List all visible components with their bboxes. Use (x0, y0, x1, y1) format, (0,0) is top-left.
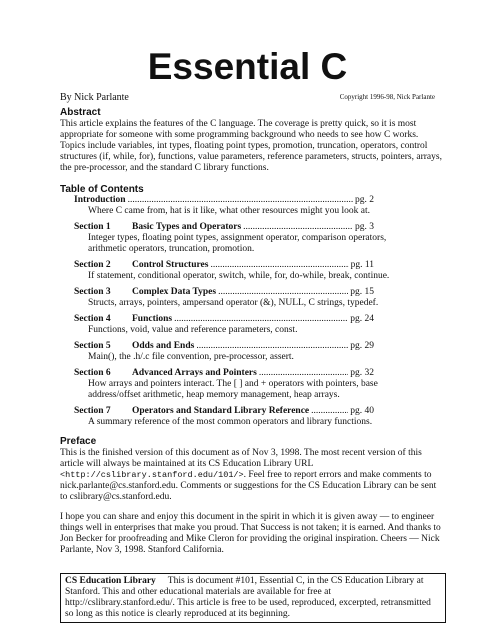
toc-entry-description: Where C came from, hat is it like, what other resources might you look at. (88, 206, 371, 216)
toc-entry-page: pg. 15 (350, 287, 374, 297)
license-notice-box (60, 573, 446, 623)
document-title: Essential C (147, 46, 348, 87)
toc-entry-page: pg. 2 (355, 195, 374, 205)
toc-entry-number: Section 6 (74, 368, 111, 378)
toc-entry (74, 222, 387, 255)
toc-entry-page: pg. 24 (350, 314, 374, 324)
toc-entry-description: Integer types, floating point types, assignment operator, comparison operators, arithmetic operators, truncation, promotion. (88, 233, 387, 254)
copyright-notice: Copyright 1996-98, Nick Parlante (339, 93, 435, 101)
toc-entry (74, 368, 378, 401)
toc-entry-title: Functions (132, 314, 173, 324)
toc-entry-number: Section 2 (74, 260, 111, 270)
preface-paragraph: This is the finished version of this document as of Nov 3, 1998. The most recent version of this article will always be maintained at its CS Education Library URL <http://cslibrary.stanford.edu/101/>. Feel free to report errors and make comments to nick.parlante@cs.stanford.edu. Comments or suggestions for the CS Education Library can be sent to cslibrary@cs.stanford.edu. (60, 448, 437, 502)
toc-entry-number: Section 3 (74, 287, 111, 297)
toc-entry-title: Complex Data Types (132, 287, 217, 297)
preface-heading: Preface (60, 436, 97, 447)
abstract-text: This article explains the features of the C language. The coverage is pretty quick, so it is most appropriate for someone with some programming background who needs to see how C works. Topics include variables, int types, floating point types, promotion, truncation, operators, control structures (if, while, for), functions, value parameters, reference parameters, structs, pointers, arrays, the pre-processor, and the standard C library functions. (60, 119, 442, 173)
abstract-heading: Abstract (60, 107, 101, 118)
toc-entry (74, 314, 374, 336)
toc-entry-description: If statement, conditional operator, switch, while, for, do-while, break, continue. (88, 271, 390, 281)
library-url: <http://cslibrary.stanford.edu/101/> (60, 470, 244, 480)
toc-entry (74, 195, 374, 217)
toc-entry-page: pg. 29 (350, 341, 374, 351)
toc-entry-description: Structs, arrays, pointers, ampersand operator (&), NULL, C strings, typedef. (88, 298, 379, 308)
toc-entry-title: Advanced Arrays and Pointers (132, 368, 257, 378)
toc-entry-number: Section 7 (74, 406, 111, 416)
toc-entry-description: Main(), the .h/.c file convention, pre-processor, assert. (88, 352, 294, 362)
toc-entry-title: Operators and Standard Library Reference (132, 406, 310, 416)
toc-entry-description: A summary reference of the most common operators and library functions. (88, 417, 373, 427)
toc-entry-number: Section 4 (74, 314, 111, 324)
toc-entry (74, 406, 374, 428)
toc-entry-description: Functions, void, value and reference parameters, const. (88, 325, 298, 335)
toc-entry (74, 287, 379, 309)
toc-entry (74, 260, 390, 282)
author-byline: By Nick Parlante (60, 92, 129, 103)
toc-entry-title: Odds and Ends (132, 341, 195, 351)
toc-entry-page: pg. 3 (355, 222, 374, 232)
toc-entry (74, 341, 374, 363)
toc-entry-page: pg. 32 (350, 368, 374, 378)
toc-entry-description: How arrays and pointers interact. The [ ] and + operators with pointers, base address/offset arithmetic, heap memory management, heap arrays. (88, 379, 378, 400)
toc-entry-page: pg. 40 (350, 406, 374, 416)
toc-entry-title: Introduction (74, 195, 126, 205)
toc-entry-title: Basic Types and Operators (132, 222, 242, 232)
preface-paragraph: I hope you can share and enjoy this document in the spirit in which it is given away — to engineer things well in enterprises that make you proud. That Success is not taken; it is earned. And thanks to Jon Becker for proofreading and Mike Cleron for providing the original inspiration. Cheers — Nick Parlante, Nov 3, 1998. Stanford California. (60, 512, 441, 555)
toc-heading: Table of Contents (60, 184, 144, 195)
toc-entry-title: Control Structures (132, 260, 209, 270)
notice-text: This is document #101, Essential C, in the CS Education Library at Stanford. This and other educational materials are available for free at http://cslibrary.stanford.edu/. This article is free to be used, reproduced, excerpted, retransmitted so long as this notice is clearly reproduced at its beginning. (65, 576, 431, 619)
toc-entry-page: pg. 11 (350, 260, 374, 270)
notice-lead: CS Education Library (65, 576, 156, 586)
toc-entry-number: Section 5 (74, 341, 111, 351)
toc-entry-number: Section 1 (74, 222, 111, 232)
